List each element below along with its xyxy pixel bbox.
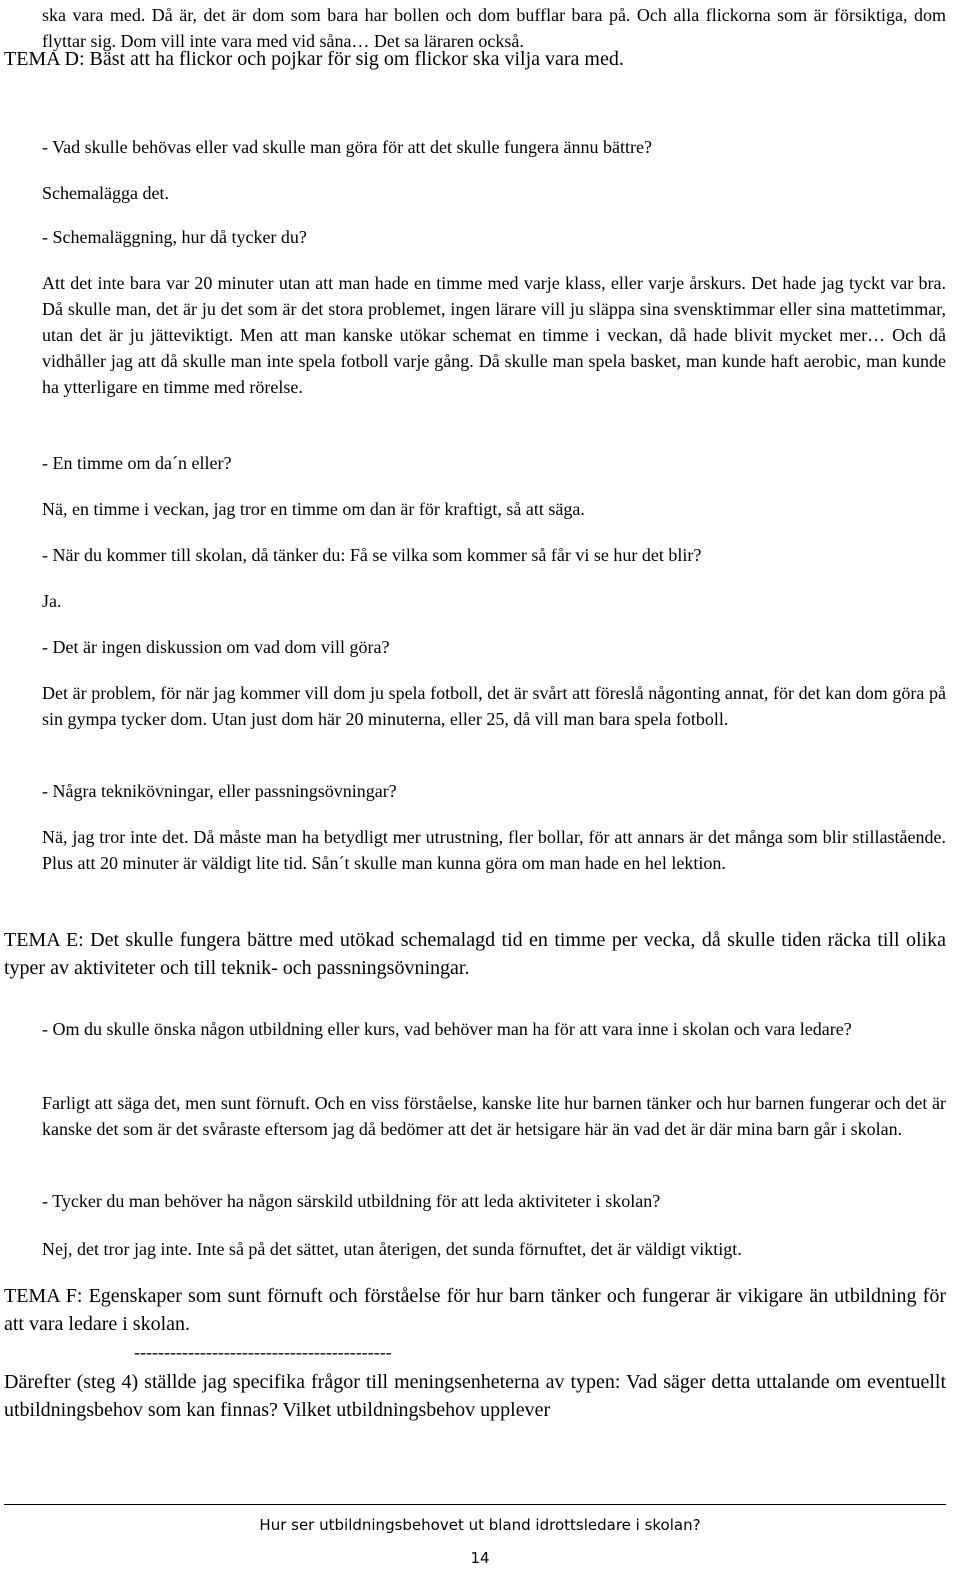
theme-d-heading: TEMA D: Bäst att ha flickor och pojkar för sig om flickor ska vilja vara med.: [4, 48, 624, 70]
footer-rule: [4, 1504, 946, 1505]
interview-question: - När du kommer till skolan, då tänker du: Få se vilka som kommer så får vi se hur det blir?: [42, 545, 702, 565]
interview-answer: Farligt att säga det, men sunt förnuft. Och en viss förståelse, kanske lite hur barnen tänker och hur barnen fungerar och det är kanske det som är det svåraste eftersom jag då bedömer att det är hetsigare här än vad det är där mina barn går i skolan.: [42, 1093, 946, 1139]
interview-question: - Några teknikövningar, eller passningsövningar?: [42, 781, 397, 801]
section-separator: -------------------------------------------: [134, 1342, 392, 1362]
interview-answer: Nä, en timme i veckan, jag tror en timme om dan är för kraftigt, så att säga.: [42, 499, 585, 519]
interview-answer: Det är problem, för när jag kommer vill dom ju spela fotboll, det är svårt att föreslå någonting annat, för det kan dom göra på sin gympa tycker dom. Utan just dom här 20 minuterna, eller 25, då vill man bara spela fotboll.: [42, 683, 946, 729]
interview-question: - En timme om da´n eller?: [42, 453, 232, 473]
paragraph: ska vara med. Då är, det är dom som bara har bollen och dom bufflar bara på. Och alla flickorna som är försiktiga, dom flyttar sig. Dom vill inte vara med vid såna… Det sa läraren också.: [42, 5, 946, 51]
page-number: 14: [470, 1549, 490, 1567]
paragraph: Därefter (steg 4) ställde jag specifika frågor till meningsenheterna av typen: Vad säger detta uttalande om eventuellt utbildningsbehov som kan finnas? Vilket utbildningsbehov upplever: [4, 1371, 946, 1421]
interview-answer: Schemalägga det.: [42, 183, 169, 203]
theme-f-heading: TEMA F: Egenskaper som sunt förnuft och förståelse för hur barn tänker och fungerar är vikigare än utbildning för att vara ledare i skolan.: [4, 1285, 946, 1335]
interview-question: - Vad skulle behövas eller vad skulle man göra för att det skulle fungera ännu bättre?: [42, 137, 652, 157]
footer-title: Hur ser utbildningsbehovet ut bland idrottsledare i skolan?: [259, 1516, 701, 1534]
interview-answer: Ja.: [42, 591, 62, 611]
interview-answer: Att det inte bara var 20 minuter utan att man hade en timme med varje klass, eller varje årskurs. Det hade jag tyckt var bra. Då skulle man, det är ju det som är det stora problemet, ingen lärare vill ju släppa sina svensktimmar eller sina mattetimmar, utan det är ju jätteviktigt. Men att man kanske utökar schemat en timme i veckan, då hade blivit mycket mer… Och då vidhåller jag att då skulle man inte spela fotboll varje gång. Då skulle man spela basket, man kunde haft aerobic, man kunde ha ytterligare en timme med rörelse.: [42, 273, 946, 397]
theme-e-heading: TEMA E: Det skulle fungera bättre med utökad schemalagd tid en timme per vecka, då skulle tiden räcka till olika typer av aktiviteter och till teknik- och passningsövningar.: [4, 929, 946, 979]
interview-question: - Om du skulle önska någon utbildning eller kurs, vad behöver man ha för att vara inne i skolan och vara ledare?: [42, 1019, 852, 1039]
interview-answer: Nä, jag tror inte det. Då måste man ha betydligt mer utrustning, fler bollar, för att annars är det många som blir stillastående. Plus att 20 minuter är väldigt lite tid. Sån´t skulle man kunna göra om man hade en hel lektion.: [42, 827, 946, 873]
interview-question: - Tycker du man behöver ha någon särskild utbildning för att leda aktiviteter i skolan?: [42, 1191, 661, 1211]
interview-question: - Det är ingen diskussion om vad dom vill göra?: [42, 637, 390, 657]
interview-answer: Nej, det tror jag inte. Inte så på det sättet, utan återigen, det sunda förnuftet, det är väldigt viktigt.: [42, 1239, 742, 1259]
interview-question: - Schemaläggning, hur då tycker du?: [42, 227, 307, 247]
